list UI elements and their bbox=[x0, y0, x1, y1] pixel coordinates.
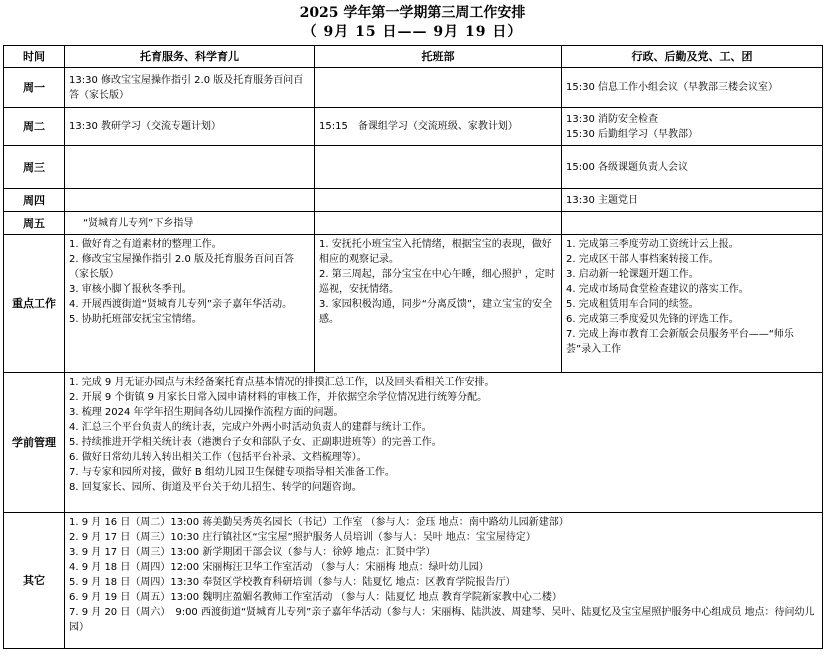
list-item: 7. 完成上海市教育工会新版会员服务平台——“师乐荟”录入工作 bbox=[566, 329, 794, 355]
list-item: 6. 做好日常幼儿转入转出相关工作（包括平台补录、文档梳理等）。 bbox=[69, 452, 367, 463]
focus-nursery bbox=[315, 235, 562, 373]
header-admin: 行政、后勤及党、工、团 bbox=[562, 46, 823, 68]
wed-nursery bbox=[315, 146, 562, 189]
tue-nursery: 15:15 备课组学习（交流班级、家教计划） bbox=[315, 108, 562, 146]
list-item: 4. 开展西渡街道“贤城育儿专列”亲子嘉年华活动。 bbox=[69, 299, 293, 310]
list-item: 3. 审核小脚丫报秋冬季刊。 bbox=[69, 284, 192, 295]
focus-childcare bbox=[65, 235, 315, 373]
header-row bbox=[4, 46, 823, 68]
day-label: 周三 bbox=[4, 146, 65, 189]
day-label: 周二 bbox=[4, 108, 65, 146]
focus-label: 重点工作 bbox=[4, 235, 65, 373]
list-item: 2. 第三周起，部分宝宝在中心午睡，细心照护 ，定时巡视，安抚情绪。 bbox=[319, 269, 555, 295]
other-content bbox=[65, 513, 823, 649]
preschool-row bbox=[4, 373, 823, 513]
mon-nursery bbox=[315, 68, 562, 108]
focus-row bbox=[4, 235, 823, 373]
other-label: 其它 bbox=[4, 513, 65, 649]
tue-childcare: 13:30 教研学习（交流专题计划） bbox=[65, 108, 315, 146]
list-item: 7. 与专家和园所对接，做好 B 组幼儿园卫生保健专项指导相关准备工作。 bbox=[69, 467, 395, 478]
list-item: 8. 回复家长、园所、街道及平台关于幼儿招生、转学的问题咨询。 bbox=[69, 482, 362, 493]
list-item: 4. 9 月 18 日（周四）12:00 宋丽梅汪卫华工作室活动 （参与人：宋丽梅 地点：绿叶幼儿园） bbox=[69, 562, 489, 573]
other-row bbox=[4, 513, 823, 649]
list-item: 5. 持续推进开学相关统计表（港澳台子女和部队子女、正副职进班等）的完善工作。 bbox=[69, 437, 442, 448]
page-subtitle: （ 9月 15 日—— 9月 19 日） bbox=[302, 24, 523, 40]
list-item: 7. 9 月 20 日（周六） 9:00 西渡街道“贤城育儿专列”亲子嘉年华活动（参与人：宋丽梅、陆洪波、周建琴、吴叶、陆夏忆及宝宝屋照护服务中心组成员 地点：待问幼儿园） bbox=[69, 607, 815, 633]
list-item: 5. 协助托班部安抚宝宝情绪。 bbox=[69, 314, 202, 325]
list-item: 6. 9 月 19 日（周五）13:00 魏明庄盈媚名教师工作室活动 （参与人：陆夏忆 地点 教育学院新家教中心二楼） bbox=[69, 592, 562, 603]
fri-childcare: “贤城育儿专列”下乡指导 bbox=[65, 212, 315, 235]
list-item: 4. 完成市场局食堂检查建议的落实工作。 bbox=[566, 284, 749, 295]
list-item: 1. 9 月 16 日（周二）13:00 蒋美勤吴秀英名园长（书记）工作室 （参与人：金珏 地点：南中路幼儿园新建部） bbox=[69, 517, 569, 528]
list-item: 3. 梳理 2024 年学年招生期间各幼儿园操作流程方面的问题。 bbox=[69, 407, 344, 418]
wed-childcare bbox=[65, 146, 315, 189]
day-row-wed bbox=[4, 146, 823, 189]
day-label: 周一 bbox=[4, 68, 65, 108]
list-item: 2. 9 月 17 日（周三）10:30 庄行镇社区“宝宝屋”照护服务人员培训（参与人：吴叶 地点：宝宝屋待定） bbox=[69, 532, 536, 543]
preschool-label: 学前管理 bbox=[4, 373, 65, 513]
day-row-tue bbox=[4, 108, 823, 146]
mon-admin: 15:30 信息工作小组会议（早教部三楼会议室） bbox=[562, 68, 823, 108]
list-item: 3. 家园积极沟通，同步“分离反馈”，建立宝宝的安全感。 bbox=[319, 299, 553, 325]
list-item: 2. 修改宝宝屋操作指引 2.0 版及托育服务百问百答（家长版） bbox=[69, 254, 294, 280]
day-row-mon bbox=[4, 68, 823, 108]
schedule-table bbox=[3, 45, 823, 649]
list-item: 1. 安抚托小班宝宝入托情绪，根据宝宝的表现，做好相应的观察记录。 bbox=[319, 239, 552, 265]
list-item: 1. 完成第三季度劳动工资统计云上报。 bbox=[566, 239, 739, 250]
list-item: 2. 完成区干部人事档案转接工作。 bbox=[566, 254, 719, 265]
day-row-fri bbox=[4, 212, 823, 235]
list-item: 6. 完成第三季度爱贝先锋的评选工作。 bbox=[566, 314, 739, 325]
thu-childcare bbox=[65, 189, 315, 212]
list-item: 3. 启动新一轮课题开题工作。 bbox=[566, 269, 699, 280]
day-label: 周五 bbox=[4, 212, 65, 235]
thu-nursery bbox=[315, 189, 562, 212]
list-item: 2. 开展 9 个街镇 9 月家长日常入园申请材料的审核工作，并依据空余学位情况进行统筹分配。 bbox=[69, 392, 488, 403]
preschool-content bbox=[65, 373, 823, 513]
header-nursery: 托班部 bbox=[315, 46, 562, 68]
list-item: 5. 9 月 18 日（周四）13:30 奉贤区学校教育科研培训（参与人：陆夏忆 地点：区教育学院报告厅） bbox=[69, 577, 516, 588]
fri-nursery bbox=[315, 212, 562, 235]
header-childcare: 托育服务、科学育儿 bbox=[65, 46, 315, 68]
day-label: 周四 bbox=[4, 189, 65, 212]
thu-admin: 13:30 主题党日 bbox=[562, 189, 823, 212]
list-item: 4. 汇总三个平台负责人的统计表，完成户外两小时活动负责人的建群与统计工作。 bbox=[69, 422, 432, 433]
focus-admin bbox=[562, 235, 823, 373]
fri-admin bbox=[562, 212, 823, 235]
list-item: 1. 做好育之有道素材的整理工作。 bbox=[69, 239, 222, 250]
tue-admin: 13:30 消防安全检查 15:30 后勤组学习（早教部） bbox=[562, 108, 823, 146]
wed-admin: 15:00 各级课题负责人会议 bbox=[562, 146, 823, 189]
mon-childcare: 13:30 修改宝宝屋操作指引 2.0 版及托育服务百问百答（家长版） bbox=[65, 68, 315, 108]
page-title: 2025 学年第一学期第三周工作安排 bbox=[299, 5, 526, 21]
list-item: 5. 完成租赁用车合同的续签。 bbox=[566, 299, 699, 310]
list-item: 3. 9 月 17 日（周三）13:00 新学期团干部会议（参与人：徐婷 地点：汇贤中学） bbox=[69, 547, 436, 558]
day-row-thu bbox=[4, 189, 823, 212]
list-item: 1. 完成 9 月无证办园点与未经备案托育点基本情况的排摸汇总工作，以及回头看相关工作安排。 bbox=[69, 377, 495, 388]
header-time: 时间 bbox=[4, 46, 65, 68]
